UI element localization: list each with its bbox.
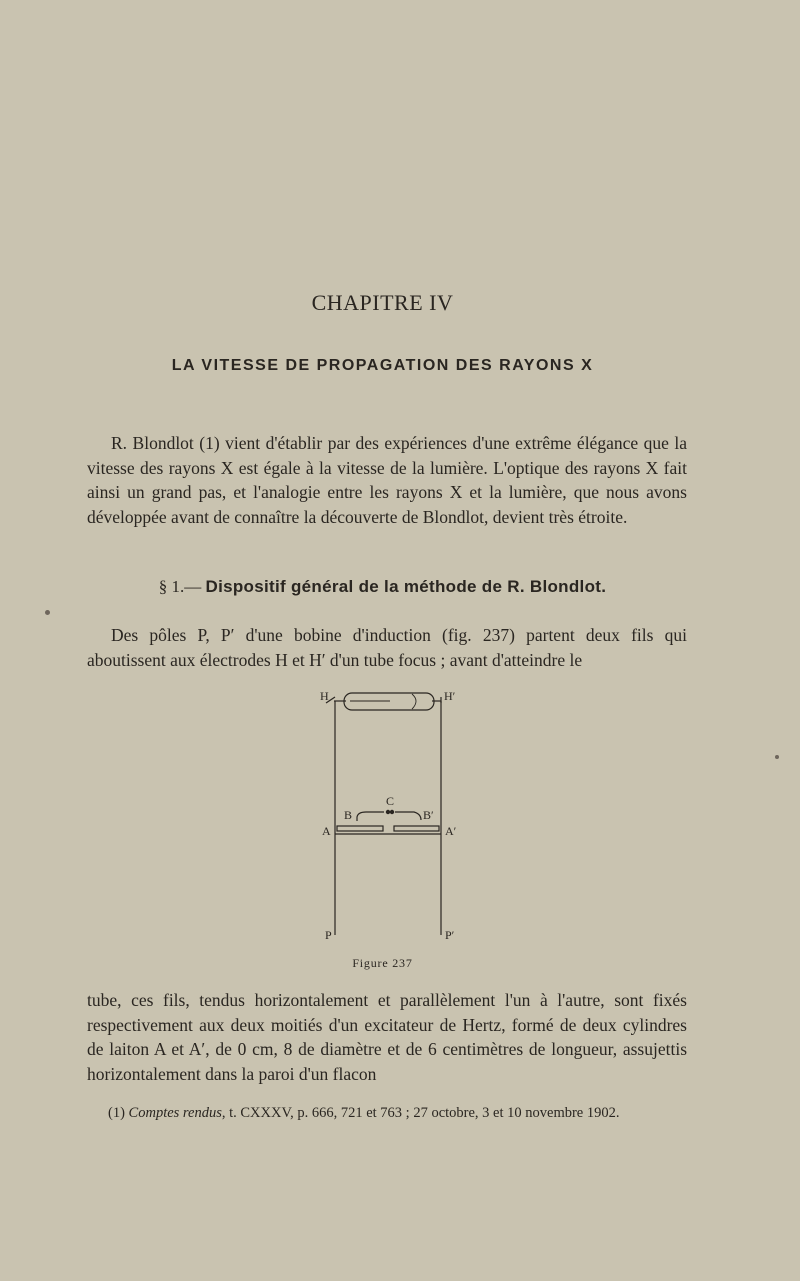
label-h: H [320, 689, 329, 703]
footnote-number: (1) [108, 1105, 125, 1121]
chapter-title: CHAPITRE IV [311, 290, 454, 315]
paper-speck [775, 755, 779, 759]
label-p: P [325, 928, 332, 942]
label-h-prime: H′ [444, 689, 456, 703]
figure-237-diagram [310, 680, 490, 950]
label-b-prime: B′ [423, 808, 434, 822]
paper-speck [45, 610, 50, 615]
section-number: § 1.— [158, 577, 202, 596]
resonator-b [357, 812, 384, 821]
label-p-prime: P′ [445, 928, 455, 942]
label-b: B [344, 808, 353, 822]
cylinder-a-prime [394, 826, 439, 831]
footnote-details: , t. CXXXV, p. 666, 721 et 763 ; 27 octobre, 3 et 10 novembre 1902. [221, 1105, 620, 1121]
chapter-heading: LA VITESSE DE PROPAGATION DES RAYONS X [171, 357, 594, 374]
label-a: A [322, 824, 331, 838]
label-c: C [386, 794, 395, 808]
paragraph-apparatus: Des pôles P, P′ d'une bobine d'induction (fig. 237) partent deux fils qui aboutissent aux électrodes H et H′ d'un tube focus ; avant d'atteindre le [87, 625, 687, 670]
footnote-source: Comptes rendus [128, 1105, 222, 1121]
cylinder-a [337, 826, 383, 831]
section-heading [0, 577, 765, 597]
section-title: Dispositif général de la méthode de R. Blondlot. [205, 577, 607, 596]
focus-tube [344, 693, 434, 710]
paragraph-continuation: tube, ces fils, tendus horizontalement et parallèlement l'un à l'autre, sont fixés respectivement aux deux moitiés d'un excitateur de Hertz, formé de deux cylindres de laiton A et A′, de 0 cm, 8 de diamètre et de 6 centimètres de longueur, assujettis horizontalement dans la paroi d'un flacon [87, 990, 687, 1084]
paragraph-intro: R. Blondlot (1) vient d'établir par des expériences d'une extrême élégance que la vitesse des rayons X est égale à la vitesse de la lumière. L'optique des rayons X fait ainsi un grand pas, et l'analogie entre les rayons X et la lumière, que nous avons développée avant de connaître la découverte de Blondlot, devient très étroite. [87, 433, 687, 527]
footnote [108, 1105, 708, 1122]
resonator-b-prime [395, 812, 421, 820]
label-a-prime: A′ [445, 824, 457, 838]
figure-caption: Figure 237 [352, 956, 413, 970]
